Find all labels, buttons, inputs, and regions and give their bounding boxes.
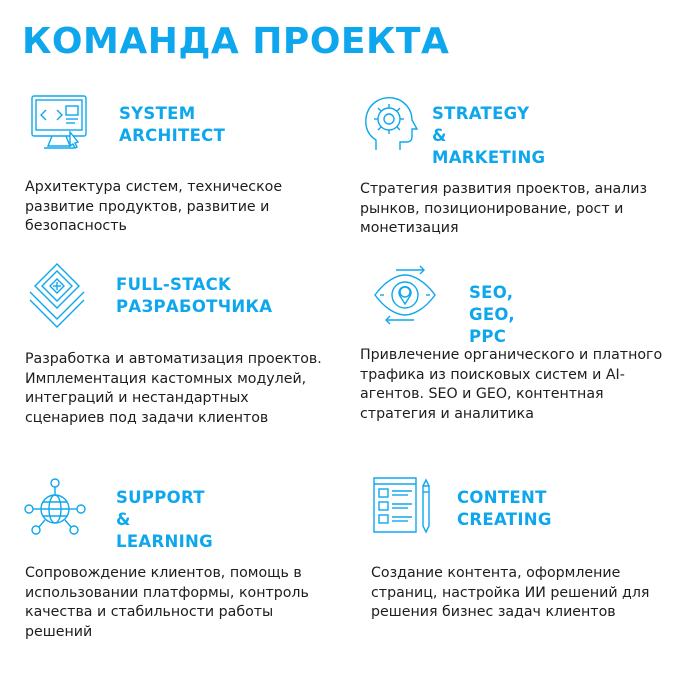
layers-fullstack-icon <box>24 262 90 328</box>
computer-code-icon <box>26 92 92 158</box>
role-description: Стратегия развития проектов, анализ рынков, позиционирование, рост и монетизация <box>360 181 648 237</box>
globe-network-icon <box>22 476 88 542</box>
role-title: SYSTEM ARCHITECT <box>119 104 226 145</box>
role-title: FULL-STACK РАЗРАБОТЧИКА <box>116 275 273 316</box>
role-description: Разработка и автоматизация проектов. Имплементация кастомных модулей, интеграций и нестандартных сценариев под задачи клиентов <box>25 351 322 426</box>
role-description: Создание контента, оформление страниц, настройка ИИ решений для решения бизнес задач клиентов <box>371 565 650 621</box>
role-description: Сопровождение клиентов, помощь в использовании платформы, контроль качества и стабильности работы решений <box>25 565 309 640</box>
role-description: Привлечение органического и платного трафика из поисковых систем и AI-агентов. SEO и GEO, контентная стратегия и аналитика <box>360 347 663 422</box>
page-title: КОМАНДА ПРОЕКТА <box>22 21 450 62</box>
eye-seo-icon <box>372 262 438 328</box>
head-strategy-icon <box>356 92 422 158</box>
role-description: Архитектура систем, техническое развитие продуктов, развитие и безопасность <box>25 179 283 235</box>
document-pen-icon <box>368 472 434 538</box>
role-title: SEO, GEO, PPC <box>469 283 515 346</box>
role-title: SUPPORT & LEARNING <box>116 488 213 551</box>
role-title: CONTENT CREATING <box>457 488 552 529</box>
role-title: STRATEGY & MARKETING <box>432 104 546 167</box>
